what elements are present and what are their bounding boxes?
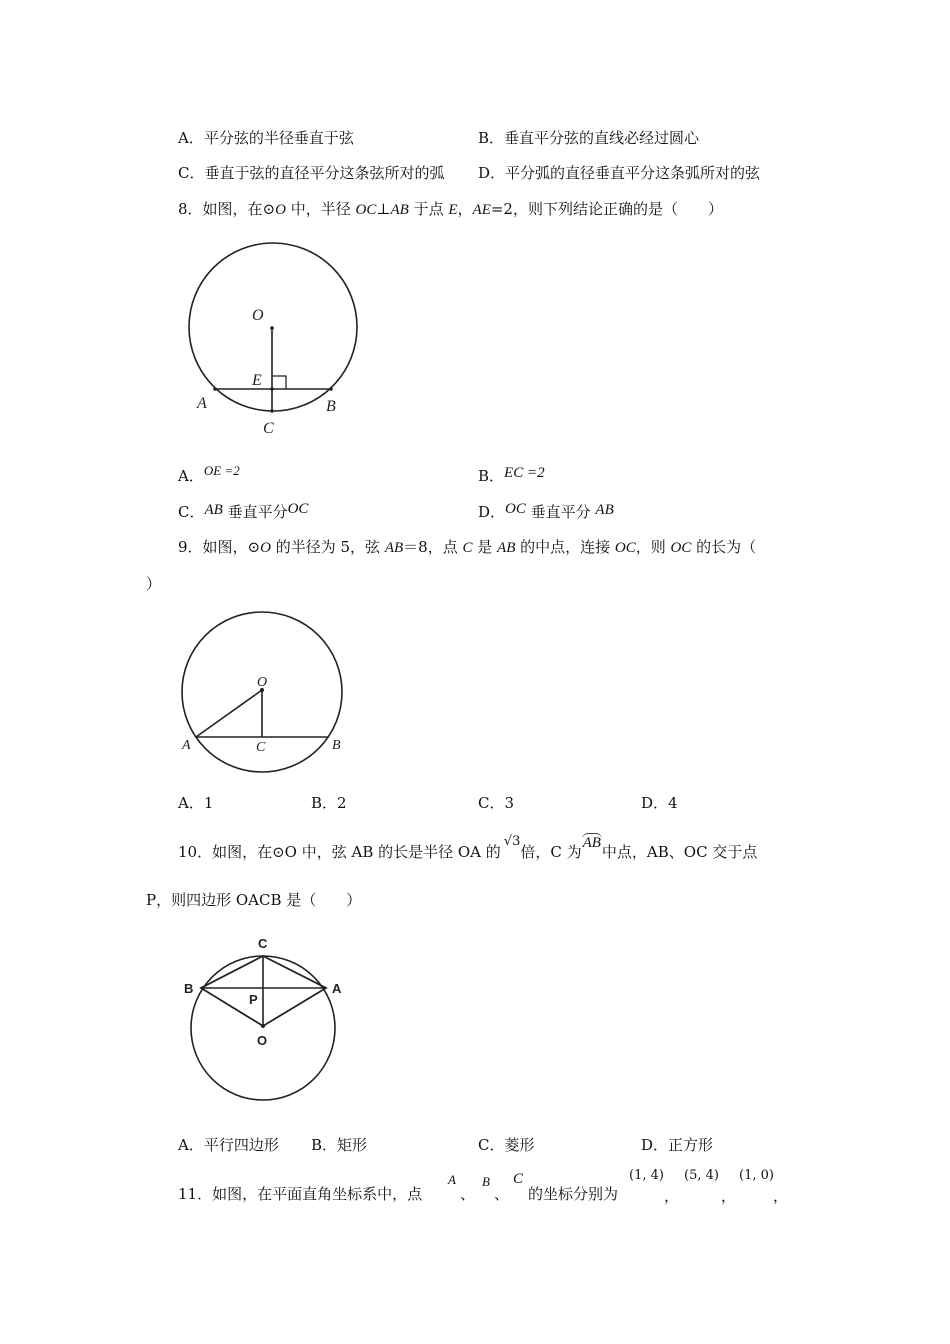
- q10-label-b: B: [184, 981, 194, 996]
- q10-option-c: C．菱形: [478, 1136, 535, 1154]
- q10-label-p: P: [249, 992, 258, 1007]
- q9-stem: 9．如图，⊙O 的半径为 5，弦 AB＝8，点 C 是 AB 的中点，连接 OC，则 OC 的长为（: [178, 538, 757, 556]
- q11-coord-c: (1, 0): [739, 1168, 774, 1183]
- q11-comma3: ，: [773, 1187, 789, 1205]
- q8-label-b: B: [326, 398, 336, 415]
- q9-option-a: A．1: [178, 794, 214, 812]
- q11-stem-text: 11．如图，在平面直角坐标系中，点: [178, 1185, 423, 1203]
- q7-option-b: B．垂直平分弦的直线必经过圆心: [478, 129, 700, 147]
- q11-coord-a: (1, 4): [629, 1168, 664, 1183]
- q8-option-b: B．EC =2: [478, 465, 545, 485]
- q11-stem-text2: 的坐标分别为: [528, 1185, 619, 1203]
- q10-stem: 10．如图，在⊙O 中，弦 AB 的长是半径 OA 的√3倍，C 为AB中点，AB、OC 交于点: [178, 834, 758, 861]
- q10-option-d: D．正方形: [641, 1136, 714, 1154]
- q9-option-d: D．4: [641, 794, 678, 812]
- q9-option-b: B．2: [311, 794, 347, 812]
- q10-stem-line2: P，则四边形 OACB 是（ ）: [146, 891, 362, 909]
- q10-option-b: B．矩形: [311, 1136, 368, 1154]
- q10-label-o: O: [257, 1033, 268, 1048]
- q7-option-a: A．平分弦的半径垂直于弦: [178, 129, 354, 147]
- q11-sep2: 、: [494, 1185, 510, 1203]
- q8-option-c: C．AB 垂直平分OC: [178, 501, 309, 521]
- q10-label-c: C: [258, 936, 268, 951]
- q9-stem-line2: ）: [146, 575, 162, 593]
- q11-sep1: 、: [460, 1185, 476, 1203]
- q11-point-c: C: [513, 1171, 524, 1187]
- q9-label-a: A: [182, 738, 191, 753]
- q8-option-a: A．OE =2: [178, 463, 240, 485]
- q8-label-o: O: [252, 307, 264, 324]
- q10-label-a: A: [332, 981, 342, 996]
- q10-arc-ab: AB: [582, 835, 601, 851]
- q9-option-c: C．3: [478, 794, 515, 812]
- q7-option-d: D．平分弧的直径垂直平分这条弧所对的弦: [478, 164, 761, 182]
- q7-option-c: C．垂直于弦的直径平分这条弦所对的弧: [178, 164, 445, 182]
- q8-option-d: D．OC 垂直平分 AB: [478, 501, 614, 521]
- q8-label-e: E: [252, 372, 262, 389]
- q10-sqrt3: √3: [503, 834, 521, 849]
- q8-label-c: C: [263, 420, 274, 437]
- q9-label-b: B: [332, 738, 341, 753]
- q11-comma2: ，: [721, 1187, 737, 1205]
- q11-point-b: B: [482, 1174, 490, 1189]
- q10-option-a: A．平行四边形: [178, 1136, 279, 1154]
- q9-label-o: O: [257, 675, 268, 690]
- q11-coord-b: (5, 4): [684, 1168, 719, 1183]
- q11-point-a: A: [448, 1172, 456, 1187]
- q8-label-a: A: [197, 395, 207, 412]
- q8-stem: 8．如图，在⊙O 中，半径 OC⊥AB 于点 E，AE=2，则下列结论正确的是（ ）: [178, 200, 723, 218]
- q11-comma1: ，: [664, 1187, 680, 1205]
- q9-label-c: C: [256, 740, 266, 755]
- q10-point-o: [261, 1024, 265, 1028]
